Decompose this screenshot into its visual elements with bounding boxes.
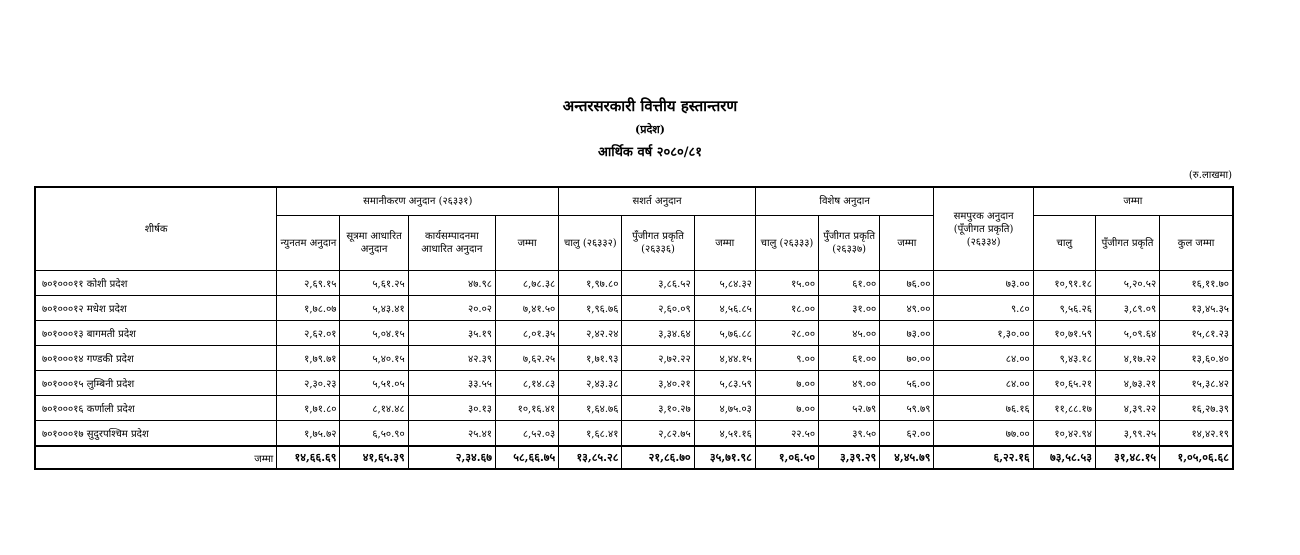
sub-tot-current: चालु	[1033, 216, 1095, 271]
cell-value: २,४३.३८	[559, 371, 622, 396]
table-row	[35, 321, 1233, 346]
cell-value: ७.००	[755, 371, 818, 396]
cell-value: १०,७१.५९	[1033, 321, 1095, 346]
cell-value: १,७१.८०	[277, 396, 340, 421]
cell-value: १८.००	[755, 296, 818, 321]
document-subtitle: (प्रदेश)	[635, 123, 665, 136]
row-name: ७०१०००१४ गण्डकी प्रदेश	[35, 346, 277, 371]
cell-value: १६,११.७०	[1160, 271, 1233, 296]
table-row	[35, 371, 1233, 396]
cell-value: २,६२.०१	[277, 321, 340, 346]
cell-value: ६२.००	[880, 421, 934, 447]
cell-value: २२.५०	[755, 421, 818, 447]
cell-value: १,७१.९३	[559, 346, 622, 371]
cell-value: ४,७३.२१	[1095, 371, 1159, 396]
total-label: जम्मा	[35, 446, 277, 469]
sub-cond-total: जम्मा	[694, 216, 755, 271]
cell-value: ३,३४.६४	[622, 321, 694, 346]
cell-value: ३५.१९	[408, 321, 495, 346]
cell-value: २,७२.२२	[622, 346, 694, 371]
total-value: १,०५,०६.६८	[1160, 446, 1233, 469]
cell-value: १०,९१.१८	[1033, 271, 1095, 296]
cell-value: २,४२.२४	[559, 321, 622, 346]
cell-value: ८,१४.४८	[340, 396, 408, 421]
total-value: ४,४५.७९	[880, 446, 934, 469]
total-row	[35, 446, 1233, 469]
header-special: विशेष अनुदान	[755, 187, 934, 216]
cell-value: १,३०.००	[934, 321, 1033, 346]
cell-value: ६,५०.९०	[340, 421, 408, 447]
cell-value: ९.००	[755, 346, 818, 371]
cell-value: १,६४.७६	[559, 396, 622, 421]
document-title: अन्तरसरकारी वित्तीय हस्तान्तरण	[562, 97, 738, 115]
cell-value: ९,५६.२६	[1033, 296, 1095, 321]
cell-value: ३,८९.०९	[1095, 296, 1159, 321]
cell-value: ३१.००	[819, 296, 880, 321]
cell-value: ५,०४.१५	[340, 321, 408, 346]
total-value: ३१,४८.१५	[1095, 446, 1159, 469]
cell-value: ४७.९८	[408, 271, 495, 296]
cell-value: २५.४१	[408, 421, 495, 447]
cell-value: ४,५१.१६	[694, 421, 755, 447]
cell-value: ७३.००	[934, 271, 1033, 296]
cell-value: ७.००	[755, 396, 818, 421]
cell-value: २,८२.७५	[622, 421, 694, 447]
cell-value: ८४.००	[934, 371, 1033, 396]
cell-value: ५६.००	[880, 371, 934, 396]
cell-value: ४,४४.१५	[694, 346, 755, 371]
cell-value: ७६.००	[880, 271, 934, 296]
header-group-row	[35, 187, 1233, 216]
cell-value: १,९७.८०	[559, 271, 622, 296]
cell-value: १५,३८.४२	[1160, 371, 1233, 396]
table-row	[35, 346, 1233, 371]
header-equalization: समानीकरण अनुदान (२६३३१)	[277, 187, 559, 216]
total-value: ६,२२.१६	[934, 446, 1033, 469]
cell-value: १,७९.७१	[277, 346, 340, 371]
cell-value: ४९.००	[880, 296, 934, 321]
cell-value: ५,४३.४१	[340, 296, 408, 321]
cell-value: १,९६.७६	[559, 296, 622, 321]
cell-value: ११,८८.१७	[1033, 396, 1095, 421]
table-row	[35, 421, 1233, 447]
cell-value: १,७५.७२	[277, 421, 340, 447]
total-value: २१,८६.७०	[622, 446, 694, 469]
sub-tot-grand: कुल जम्मा	[1160, 216, 1233, 271]
cell-value: ५२.७९	[819, 396, 880, 421]
sub-eq-performance: कार्यसम्पादनमा आधारित अनुदान	[408, 216, 495, 271]
cell-value: ३,८६.५२	[622, 271, 694, 296]
table-row	[35, 396, 1233, 421]
sub-eq-formula: सूत्रमा आधारित अनुदान	[340, 216, 408, 271]
total-value: ५८,६६.७५	[495, 446, 558, 469]
row-name: ७०१०००१२ मधेश प्रदेश	[35, 296, 277, 321]
row-name: ७०१०००१५ लुम्बिनी प्रदेश	[35, 371, 277, 396]
fiscal-year: आर्थिक वर्ष २०८०/८१	[597, 145, 703, 160]
row-name: ७०१०००१६ कर्णाली प्रदेश	[35, 396, 277, 421]
cell-value: ५,५१.०५	[340, 371, 408, 396]
cell-value: २८.००	[755, 321, 818, 346]
cell-value: ८,७८.३८	[495, 271, 558, 296]
sub-eq-min: न्युनतम अनुदान	[277, 216, 340, 271]
unit-note: (रु.लाखमा)	[1188, 170, 1232, 181]
cell-value: ५,६१.२५	[340, 271, 408, 296]
cell-value: ८४.००	[934, 346, 1033, 371]
table-row	[35, 296, 1233, 321]
cell-value: ४,५६.८५	[694, 296, 755, 321]
cell-value: ४,७५.०३	[694, 396, 755, 421]
sub-cond-current: चालु (२६३३२)	[559, 216, 622, 271]
sub-tot-capital: पुँजीगत प्रकृति	[1095, 216, 1159, 271]
total-value: १४,६६.६९	[277, 446, 340, 469]
cell-value: ५,८३.५९	[694, 371, 755, 396]
cell-value: ५९.७९	[880, 396, 934, 421]
cell-value: ५,२०.५२	[1095, 271, 1159, 296]
cell-value: १३,६०.४०	[1160, 346, 1233, 371]
header-conditional: सशर्त अनुदान	[559, 187, 756, 216]
row-name: ७०१०००१३ बागमती प्रदेश	[35, 321, 277, 346]
cell-value: ७७.००	[934, 421, 1033, 447]
cell-value: ७६.१६	[934, 396, 1033, 421]
total-value: २,३४.६७	[408, 446, 495, 469]
sub-sp-total: जम्मा	[880, 216, 934, 271]
sub-cond-capital: पुँजीगत प्रकृति (२६३३६)	[622, 216, 694, 271]
cell-value: ५,८४.३२	[694, 271, 755, 296]
row-name: ७०१०००११ कोशी प्रदेश	[35, 271, 277, 296]
cell-value: ७,६२.२५	[495, 346, 558, 371]
total-value: ७३,५८.५३	[1033, 446, 1095, 469]
cell-value: ४,३९.२२	[1095, 396, 1159, 421]
cell-value: ५,७६.८८	[694, 321, 755, 346]
cell-value: ७३.००	[880, 321, 934, 346]
cell-value: ३०.१३	[408, 396, 495, 421]
cell-value: २,३०.२३	[277, 371, 340, 396]
cell-value: २०.०२	[408, 296, 495, 321]
cell-value: ५,०९.६४	[1095, 321, 1159, 346]
header-complementary: समपुरक अनुदान (पूँजीगत प्रकृति) (२६३३४)	[934, 187, 1033, 271]
cell-value: ४५.००	[819, 321, 880, 346]
table-body	[35, 271, 1233, 470]
cell-value: ३,९९.२५	[1095, 421, 1159, 447]
cell-value: ७,४१.५०	[495, 296, 558, 321]
cell-value: १०,१६.४१	[495, 396, 558, 421]
cell-value: ४२.३९	[408, 346, 495, 371]
sub-sp-capital: पुँजीगत प्रकृति (२६३३७)	[819, 216, 880, 271]
cell-value: ४९.००	[819, 371, 880, 396]
total-value: ३५,७१.९८	[694, 446, 755, 469]
cell-value: ८,०१.३५	[495, 321, 558, 346]
header-title: शीर्षक	[35, 187, 277, 271]
cell-value: १६,२७.३९	[1160, 396, 1233, 421]
cell-value: १५.००	[755, 271, 818, 296]
cell-value: १,६८.४१	[559, 421, 622, 447]
cell-value: ३,१०.२७	[622, 396, 694, 421]
cell-value: ९,४३.१८	[1033, 346, 1095, 371]
total-value: ४१,६५.३९	[340, 446, 408, 469]
header-total: जम्मा	[1033, 187, 1233, 216]
cell-value: ३३.५५	[408, 371, 495, 396]
cell-value: १४,४२.१९	[1160, 421, 1233, 447]
cell-value: १,७८.०७	[277, 296, 340, 321]
grant-table	[34, 186, 1234, 470]
cell-value: २,६०.०९	[622, 296, 694, 321]
sub-sp-current: चालु (२६३३३)	[755, 216, 818, 271]
cell-value: २,६९.१५	[277, 271, 340, 296]
cell-value: ६१.००	[819, 271, 880, 296]
total-value: १,०६.५०	[755, 446, 818, 469]
cell-value: १३,४५.३५	[1160, 296, 1233, 321]
sub-eq-total: जम्मा	[495, 216, 558, 271]
total-value: ३,३९.२९	[819, 446, 880, 469]
cell-value: ६१.००	[819, 346, 880, 371]
row-name: ७०१०००१७ सुदुरपश्चिम प्रदेश	[35, 421, 277, 447]
cell-value: ७०.००	[880, 346, 934, 371]
cell-value: ४,१७.२२	[1095, 346, 1159, 371]
cell-value: १०,४२.९४	[1033, 421, 1095, 447]
cell-value: ३,४०.२१	[622, 371, 694, 396]
cell-value: ९.८०	[934, 296, 1033, 321]
cell-value: ८,५२.०३	[495, 421, 558, 447]
cell-value: ३९.५०	[819, 421, 880, 447]
table-row	[35, 271, 1233, 296]
total-value: १३,८५.२८	[559, 446, 622, 469]
cell-value: १५,८१.२३	[1160, 321, 1233, 346]
cell-value: ५,४०.१५	[340, 346, 408, 371]
cell-value: १०,६५.२१	[1033, 371, 1095, 396]
cell-value: ८,१४.८३	[495, 371, 558, 396]
